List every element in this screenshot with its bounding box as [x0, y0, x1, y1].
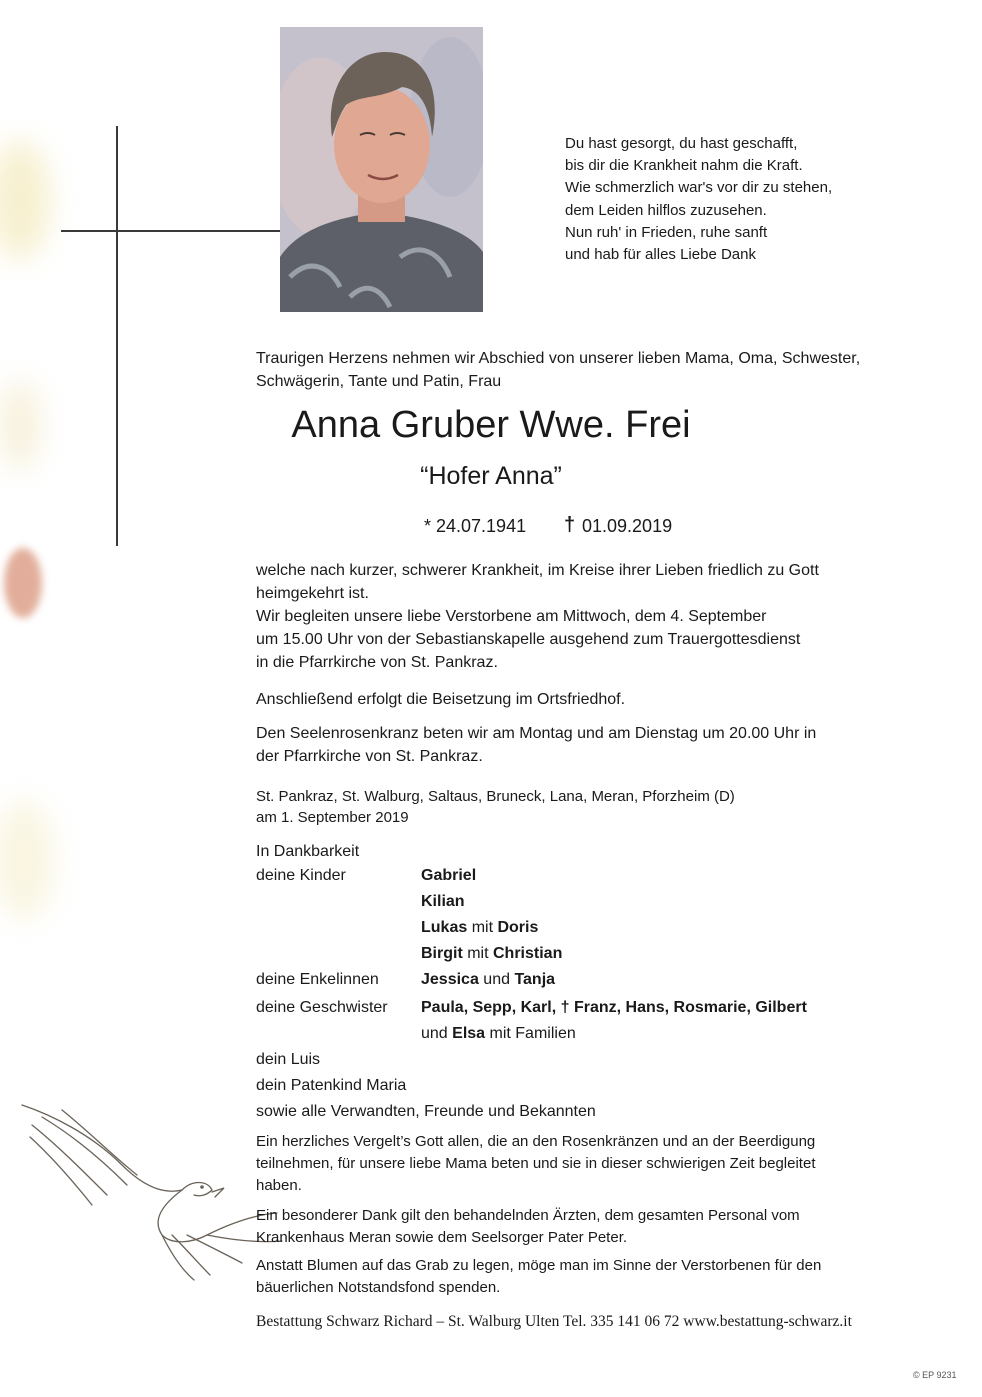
- thanks-line: Ein besonderer Dank gilt den behandelnden Ärzten, dem gesamten Personal vom: [256, 1207, 800, 1224]
- siblings-line: [421, 1025, 576, 1043]
- child-name: [421, 919, 538, 937]
- grandchild-name: Jessica: [421, 971, 479, 988]
- poem-line: bis dir die Krankheit nahm die Kraft.: [565, 157, 803, 175]
- sibling-name: Elsa: [452, 1025, 486, 1042]
- connector: mit: [467, 919, 498, 936]
- grandchild-name: Tanja: [514, 971, 556, 988]
- connector: mit: [462, 945, 493, 962]
- body-line: der Pfarrkirche von St. Pankraz.: [256, 748, 483, 765]
- thanks-line: haben.: [256, 1177, 302, 1194]
- intro-line: Traurigen Herzens nehmen wir Abschied von unserer lieben Mama, Oma, Schwester,: [256, 350, 861, 367]
- dove-icon: [12, 1095, 292, 1290]
- poem-line: Wie schmerzlich war's vor dir zu stehen,: [565, 179, 833, 197]
- funeral-home-footer: Bestattung Schwarz Richard – St. Walburg Ulten Tel. 335 141 06 72 www.bestattung-schwarz.it: [256, 1313, 852, 1330]
- partner-name: Doris: [497, 919, 539, 936]
- poem: [565, 133, 832, 266]
- burial-text: Anschließend erfolgt die Beisetzung im Ortsfriedhof.: [256, 691, 626, 708]
- poem-line: dem Leiden hilflos zuzusehen.: [565, 201, 767, 219]
- kinder-label: deine Kinder: [256, 867, 346, 884]
- donation-line: bäuerlichen Notstandsfond spenden.: [256, 1279, 501, 1296]
- body-line: um 15.00 Uhr von der Sebastianskapelle ausgehend zum Trauergottesdienst: [256, 631, 801, 648]
- thanks-line: Krankenhaus Meran sowie dem Seelsorger Pater Peter.: [256, 1229, 628, 1246]
- death-date: 01.09.2019: [582, 516, 673, 536]
- donation-line: Anstatt Blumen auf das Grab zu legen, möge man im Sinne der Verstorbenen für den: [256, 1257, 822, 1274]
- intro-line: Schwägerin, Tante und Patin, Frau: [256, 373, 502, 390]
- child-name: Kilian: [421, 893, 465, 910]
- poem-line: und hab für alles Liebe Dank: [565, 246, 756, 264]
- donation-text: [256, 1255, 821, 1299]
- poem-line: Nun ruh' in Frieden, ruhe sanft: [565, 223, 768, 241]
- birth-date: * 24.07.1941: [424, 516, 527, 536]
- announcement-text: [256, 559, 819, 674]
- child-first: Birgit: [421, 945, 463, 962]
- child-name: Gabriel: [421, 867, 477, 884]
- body-line: Den Seelenrosenkranz beten wir am Montag und am Dienstag um 20.00 Uhr in: [256, 725, 817, 742]
- deceased-nickname: “Hofer Anna”: [420, 462, 562, 490]
- thanks-text: [256, 1131, 815, 1197]
- places-line: St. Pankraz, St. Walburg, Saltaus, Bruneck, Lana, Meran, Pforzheim (D): [256, 788, 735, 805]
- relatives-line: sowie alle Verwandten, Freunde und Bekannten: [256, 1103, 596, 1120]
- enkel-label: deine Enkelinnen: [256, 971, 379, 988]
- connector: mit Familien: [485, 1025, 576, 1042]
- document-code: © EP 9231: [913, 1370, 957, 1380]
- portrait-photo: [280, 27, 483, 312]
- grandchildren: [421, 971, 555, 989]
- siblings-line: Paula, Sepp, Karl, † Franz, Hans, Rosmarie, Gilbert: [421, 999, 807, 1016]
- cross-symbol: †: [564, 514, 576, 536]
- connector: und: [478, 971, 515, 988]
- date-line: am 1. September 2019: [256, 809, 409, 826]
- patenkind-line: dein Patenkind Maria: [256, 1077, 407, 1094]
- geschwister-label: deine Geschwister: [256, 999, 388, 1016]
- body-line: Wir begleiten unsere liebe Verstorbene am Mittwoch, dem 4. September: [256, 608, 767, 625]
- body-line: in die Pfarrkirche von St. Pankraz.: [256, 654, 498, 671]
- thanks-line: Ein herzliches Vergelt’s Gott allen, die an den Rosenkränzen und an der Beerdigung: [256, 1133, 816, 1150]
- child-name: [421, 945, 562, 963]
- child-first: Lukas: [421, 919, 468, 936]
- thanks-line: teilnehmen, für unsere liebe Mama beten und sie in dieser schwierigen Zeit begleitet: [256, 1155, 816, 1172]
- thanks-doctors-text: [256, 1205, 800, 1249]
- rosary-text: [256, 722, 816, 768]
- body-line: heimgekehrt ist.: [256, 585, 369, 602]
- places-date: [256, 786, 735, 828]
- intro-text: [256, 347, 860, 393]
- partner-name: Christian: [493, 945, 563, 962]
- poem-line: Du hast gesorgt, du hast geschafft,: [565, 135, 798, 152]
- deceased-name: Anna Gruber Wwe. Frei: [291, 404, 691, 446]
- connector: und: [421, 1025, 453, 1042]
- dankbarkeit-label: In Dankbarkeit: [256, 843, 360, 860]
- luis-line: dein Luis: [256, 1051, 321, 1068]
- body-line: welche nach kurzer, schwerer Krankheit, im Kreise ihrer Lieben friedlich zu Gott: [256, 562, 819, 579]
